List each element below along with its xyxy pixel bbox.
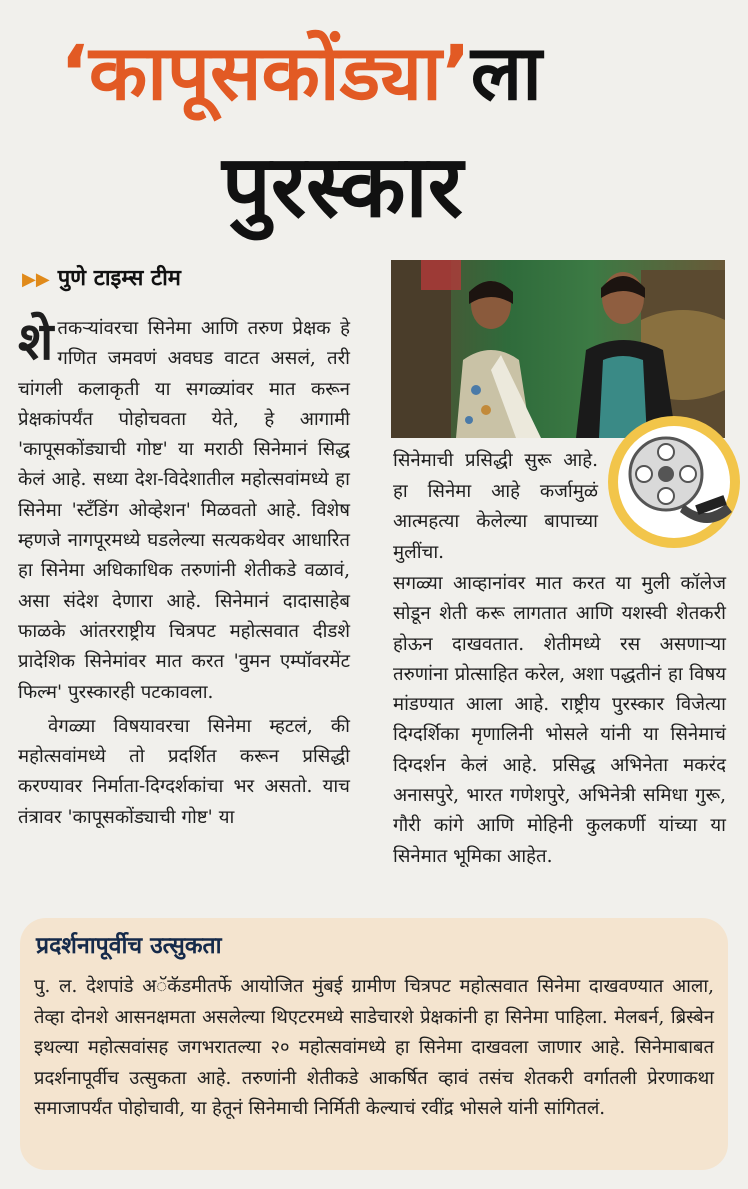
article-column-left	[18, 311, 350, 833]
article-paragraph-1-text: तकऱ्यांवरचा सिनेमा आणि तरुण प्रेक्षक हे गणित जमवणं अवघड वाटत असलं, तरी चांगली कलाकृती या सगळ्यांवर मात करून प्रेक्षकांपर्यंत पोहोचवता येते, हे आगामी 'कापूसकोंड्याची गोष्ट' या मराठी सिनेमानं सिद्ध केलं आहे. सध्या देश-विदेशातील महोत्सवांमध्ये हा सिनेमा 'स्टॅंडिंग ओव्हेशन' मिळवतो आहे. विशेष म्हणजे नागपूरमध्ये घडलेल्या सत्यकथेवर आधारित हा सिनेमा अधिकाधिक तरुणांनी शेतीकडे वळावं, असा संदेश देणारा आहे. सिनेमानं दादासाहेब फाळके आंतरराष्ट्रीय चित्रपट महोत्सवात दीडशे प्रादेशिक सिनेमांवर मात करत 'वुमन एम्पॉवरमेंट फिल्म' पुरस्कारही पटकावला.	[18, 318, 350, 703]
headline-line-2: पुरस्कार	[222, 137, 463, 237]
byline	[22, 262, 181, 296]
sidebar-box-title: प्रदर्शनापूर्वीच उत्सुकता	[36, 933, 222, 959]
article-paragraph-2: वेगळ्या विषयावरचा सिनेमा म्हटलं, की महोत्सवांमध्ये तो प्रदर्शित करून प्रसिद्धी करण्यावर निर्माता-दिग्दर्शकांचा भर असतो. याच तंत्रावर 'कापूसकोंड्याची गोष्ट' या	[18, 715, 350, 828]
article-paragraph-1	[18, 311, 350, 708]
headline-line-1	[60, 18, 700, 128]
sidebar-box-text: पु. ल. देशपांडे अॅकॅडमीतर्फे आयोजित मुंबई ग्रामीण चित्रपट महोत्सवात सिनेमा दाखवण्यात आला, तेव्हा दोनशे आसनक्षमता असलेल्या थिएटरमध्ये साडेचारशे प्रेक्षकांनी हा सिनेमा पाहिला. मेलबर्न, ब्रिस्बेन इथल्या महोत्सवांसह जगभरातल्या २० महोत्सवांमध्ये हा सिनेमा दाखवला जाणार आहे. सिनेमाबाबत प्रदर्शनापूर्वीच उत्सुकता आहे. तरुणांनी शेतीकडे आकर्षित व्हावं तसंच शेतकरी वर्गातली प्रेरणाकथा समाजापर्यंत पोहोचावी, या हेतूनं सिनेमाची निर्मिती केल्याचं रवींद्र भोसले यांनी सांगितलं.	[34, 976, 714, 1119]
article-column-right: सगळ्या आव्हानांवर मात करत या मुली कॉलेज सोडून शेती करू लागतात आणि यशस्वी शेतकरी होऊन दाखवतात. शेतीमध्ये रस असणाऱ्या तरुणांना प्रोत्साहित करेल, अशा पद्धतीनं हा विषय मांडण्यात आला आहे. राष्ट्रीय पुरस्कार विजेत्या दिग्दर्शिका मृणालिनी भोसले यांनी या सिनेमाचं दिग्दर्शन केलं आहे. प्रसिद्ध अभिनेता मकरंद अनासपुरे, भारत गणेशपुरे, अभिनेत्री समिधा गुरू, गौरी कांगे आणि मोहिनी कुलकर्णी यांच्या या सिनेमात भूमिका आहेत.	[393, 573, 726, 867]
photo-caption-text: सिनेमाची प्रसिद्धी सुरू आहे. हा सिनेमा आहे कर्जामुळं आत्महत्या केलेल्या बापाच्या मुलींचा.	[393, 450, 598, 563]
double-chevron-right-icon: ▶▶	[22, 269, 50, 290]
drop-cap: शे	[18, 311, 54, 372]
headline-film-title: ‘कापूसकोंड्या’	[60, 28, 471, 117]
headline-suffix: ला	[470, 28, 542, 117]
film-reel-icon	[604, 412, 744, 552]
byline-text: पुणे टाइम्स टीम	[57, 266, 181, 291]
